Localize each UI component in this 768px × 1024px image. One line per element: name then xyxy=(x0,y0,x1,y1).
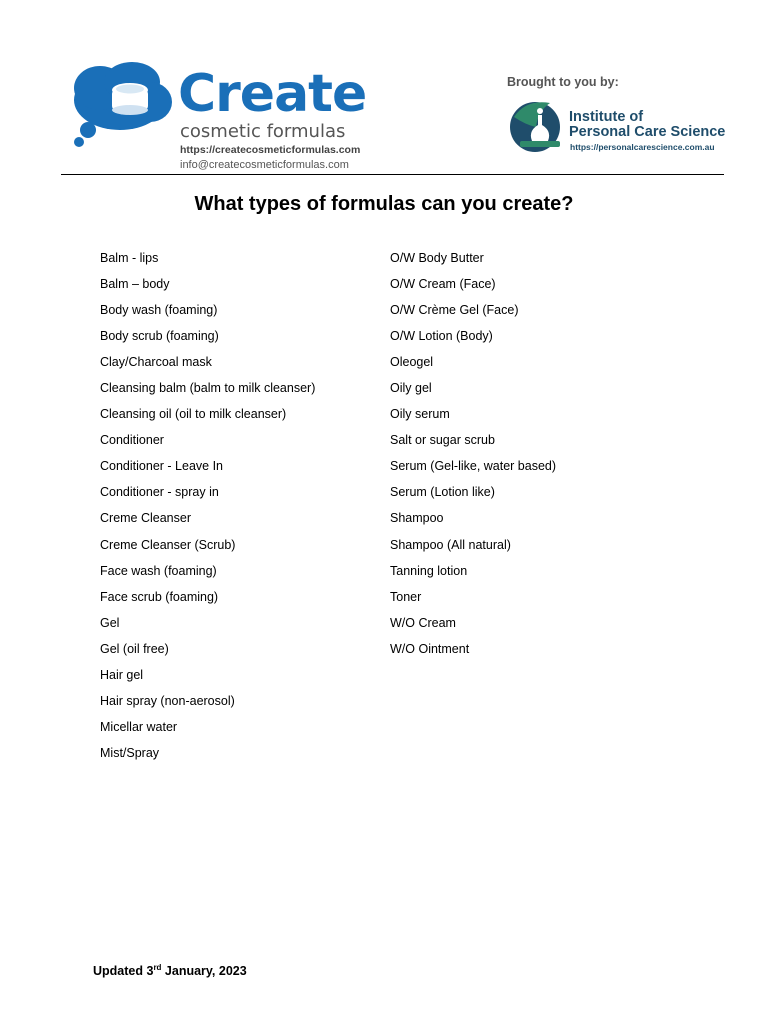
create-email-link[interactable]: info@createcosmeticformulas.com xyxy=(180,159,349,171)
list-item: Creme Cleanser (Scrub) xyxy=(100,537,236,552)
create-logo-word: Create xyxy=(178,64,367,124)
list-item: Conditioner - Leave In xyxy=(100,459,223,474)
list-item: Micellar water xyxy=(100,719,178,734)
header-divider xyxy=(61,174,724,175)
page-title: What types of formulas can you create? xyxy=(194,193,574,215)
list-item: O/W Cream (Face) xyxy=(390,277,496,292)
list-item: Face scrub (foaming) xyxy=(100,589,219,604)
list-item: Balm - lips xyxy=(100,251,159,265)
list-item: Hair gel xyxy=(100,667,144,682)
create-website-link[interactable]: https://createcosmeticformulas.com xyxy=(180,144,361,156)
ipcs-logo xyxy=(508,97,738,157)
list-item: W/O Ointment xyxy=(390,641,470,656)
updated-prefix: Updated 3 xyxy=(93,964,154,978)
list-item: Oleogel xyxy=(390,355,434,370)
list-item: O/W Lotion (Body) xyxy=(390,329,493,344)
updated-date xyxy=(93,964,247,978)
sponsor-label: Brought to you by: xyxy=(507,75,619,89)
list-item: Tanning lotion xyxy=(390,563,468,578)
ipcs-emblem-icon xyxy=(508,97,566,155)
list-item: Gel xyxy=(100,615,120,630)
list-item: Serum (Lotion like) xyxy=(390,485,495,500)
list-item: Mist/Spray xyxy=(100,745,160,760)
list-item: O/W Crème Gel (Face) xyxy=(390,303,519,318)
list-item: O/W Body Butter xyxy=(390,251,484,265)
thought-cloud-icon xyxy=(70,60,180,150)
list-item: Oily gel xyxy=(390,381,432,396)
create-logo-subtitle: cosmetic formulas xyxy=(180,121,346,142)
list-item: Gel (oil free) xyxy=(100,641,169,656)
list-item: Conditioner - spray in xyxy=(100,485,219,500)
list-item: Cleansing balm (balm to milk cleanser) xyxy=(100,381,316,396)
list-item: Creme Cleanser xyxy=(100,511,192,526)
list-item: Face wash (foaming) xyxy=(100,563,217,578)
ipcs-name-line1: Institute of xyxy=(569,109,644,125)
list-item: Cleansing oil (oil to milk cleanser) xyxy=(100,407,287,422)
list-item: Shampoo (All natural) xyxy=(390,537,511,552)
formula-list-left xyxy=(100,251,315,772)
formula-list-right xyxy=(390,251,556,668)
list-item: Body wash (foaming) xyxy=(100,303,218,318)
list-item: Salt or sugar scrub xyxy=(390,433,495,448)
list-item: Shampoo xyxy=(390,511,444,526)
ipcs-website-link[interactable]: https://personalcarescience.com.au xyxy=(570,142,715,152)
updated-ordinal: rd xyxy=(153,962,162,972)
list-item: Clay/Charcoal mask xyxy=(100,355,212,370)
list-item: Hair spray (non-aerosol) xyxy=(100,693,235,708)
list-item: Toner xyxy=(390,589,422,604)
ipcs-name xyxy=(569,110,725,140)
updated-suffix: January, 2023 xyxy=(161,964,247,978)
list-item: Body scrub (foaming) xyxy=(100,329,219,344)
list-item: Serum (Gel-like, water based) xyxy=(390,459,557,474)
list-item: Oily serum xyxy=(390,407,450,422)
ipcs-name-line2: Personal Care Science xyxy=(569,124,726,140)
list-item: Conditioner xyxy=(100,433,164,448)
list-item: W/O Cream xyxy=(390,615,456,630)
create-logo xyxy=(70,60,370,175)
list-item: Balm – body xyxy=(100,277,170,292)
